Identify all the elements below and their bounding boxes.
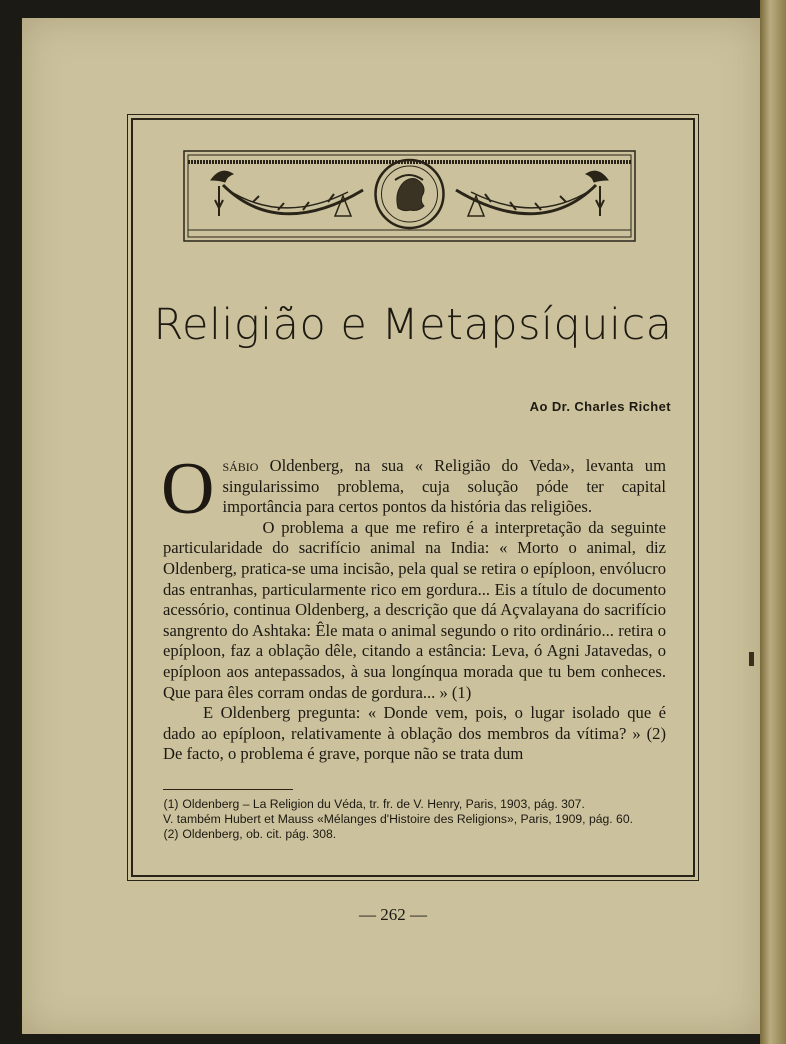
footnote-1 (163, 797, 666, 812)
footnotes (163, 797, 666, 842)
drop-cap: O (161, 448, 215, 530)
opening-word: sábio (222, 456, 259, 475)
footnote-rule (163, 789, 293, 790)
ink-speck (749, 652, 754, 666)
footnote-2 (163, 827, 666, 842)
footnote-mark: (2) (163, 827, 179, 841)
page-edge (760, 0, 786, 1044)
footnote-1-cont (163, 812, 666, 827)
paragraph-3: E Oldenberg pregunta: « Donde vem, pois, o lugar isolado que é dado ao epíploon, relativamente à oblação dos membros da vítima? » (2) De facto, o problema é grave, porque não se trata dum (163, 703, 666, 764)
paragraph-1 (161, 448, 666, 530)
page-number: — 262 — (359, 905, 427, 924)
footnote-text: Oldenberg – La Religion du Véda, tr. fr. de V. Henry, Paris, 1903, pág. 307. (182, 797, 585, 811)
article-body (161, 448, 666, 765)
article-title: Religião e Metapsíquica (153, 300, 673, 350)
dedication: Ao Dr. Charles Richet (529, 399, 671, 414)
footnote-mark: (1) (163, 797, 179, 811)
footnote-text: Oldenberg, ob. cit. pág. 308. (182, 827, 337, 841)
paragraph-2: O problema a que me refiro é a interpretação da seguinte particularidade do sacrifício animal na India: « Morto o animal, diz Oldenberg, pratica-se uma incisão, pela qual se retira o epíploon, envólucro das entranhas, particularmente rico em gordura... Eis a título de documento acessório, continua Oldenberg, a descrição que dá Açvalayana do sacrifício sangrento do Ashtaka: Êle mata o animal segundo o rito ordinário... retira o epíploon, faz a oblação dêle, citando a estância: Leva, ó Agni Jatavedas, o epíploon aos antepassados, à sua longínqua morada que tu bem conheces. Que para êles corram ondas de gordura... » (1) (163, 517, 666, 702)
paragraph-1-text: Oldenberg, na sua « Religião do Veda», levanta um singularissimo problema, cuja solução póde ter capital importância para certos pontos da história das religiões. (222, 456, 666, 517)
garland-ornament (183, 150, 636, 242)
footnote-text: V. também Hubert et Mauss «Mélanges d'Histoire des Religions», Paris, 1909, pág. 60. (163, 812, 633, 826)
